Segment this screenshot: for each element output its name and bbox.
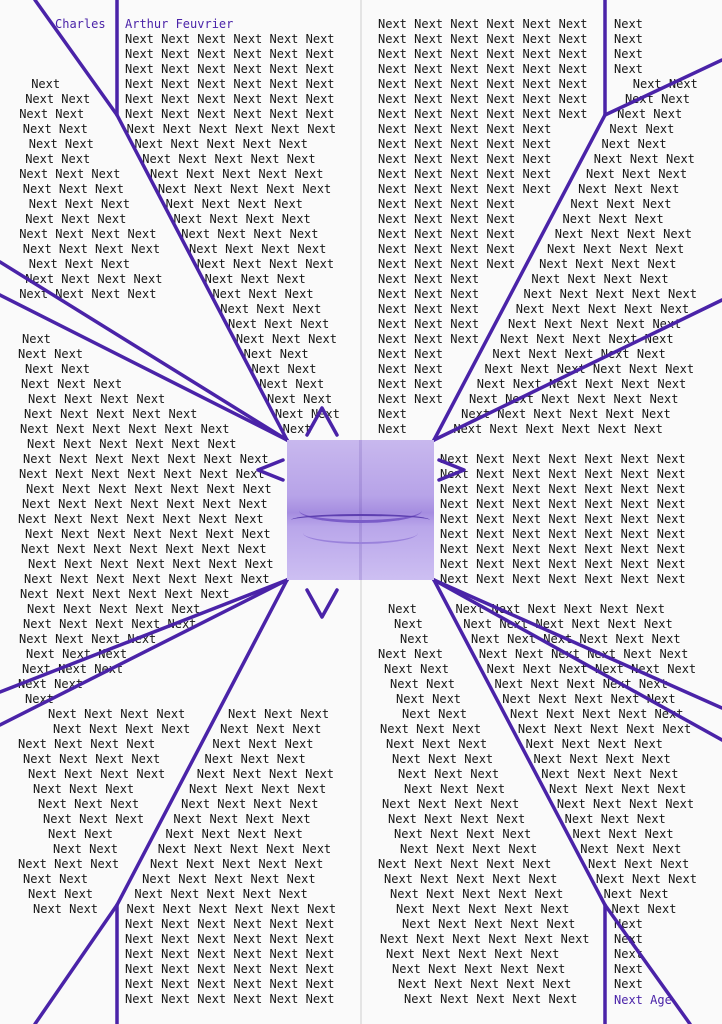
next-text-row: Next Next Next Next xyxy=(173,812,311,826)
next-text-row: Next Next Next Next Next Next Next xyxy=(440,512,686,526)
next-text-row: Next Next xyxy=(53,842,119,856)
next-text-row: Next Next Next Next Next Next xyxy=(378,17,588,31)
next-text-row: Next Next Next Next Next Next Next xyxy=(440,527,686,541)
next-text-row: Next Next Next Next Next Next Next xyxy=(440,542,686,556)
next-text-row: Next Next Next Next Next Next xyxy=(125,32,335,46)
next-text-row: Next Next xyxy=(267,392,333,406)
next-text-row: Next Next Next xyxy=(228,317,330,331)
next-text-row: Next Next Next Next Next Next xyxy=(125,932,335,946)
next-text-row: Next Next Next Next xyxy=(525,737,663,751)
next-text-row: Next Next xyxy=(601,137,667,151)
next-text-row: Next Next Next Next Next Next xyxy=(461,407,671,421)
next-text-row: Next Next Next xyxy=(398,767,500,781)
next-text-row: Next Next Next Next Next Next Next xyxy=(440,452,686,466)
next-text-row: Next Next Next Next Next Next xyxy=(486,662,697,676)
next-text-row: Next Next Next Next Next xyxy=(378,152,552,166)
next-text-row: Next Next xyxy=(390,677,456,691)
next-text-row: Next Next Next Next xyxy=(394,827,532,841)
next-text-row: Next xyxy=(25,692,54,706)
next-text-row: Next Next Next Next Next xyxy=(157,182,332,196)
next-text-row: Next Next Next Next Next Next xyxy=(378,62,588,76)
next-text-row: Next Next Next Next Next Next Next xyxy=(440,557,686,571)
next-text-row: Next Next Next Next Next Next xyxy=(125,92,335,106)
next-text-row: Next Next Next xyxy=(22,182,124,196)
next-text-row: Next Next Next xyxy=(25,212,127,226)
next-text-row: Next Next Next Next xyxy=(556,797,695,811)
next-text-row: Next Next Next xyxy=(204,272,306,286)
next-text-row: Next Next xyxy=(609,122,675,136)
next-text-row: Next Next Next xyxy=(33,782,135,796)
next-text-row: Next Next Next Next xyxy=(531,272,669,286)
next-text-row: Next Next Next xyxy=(43,812,145,826)
next-text-row: Next Next Next Next Next Next xyxy=(125,62,335,76)
next-text-row: Next Next Next Next Next Next xyxy=(463,617,673,631)
next-text-row: Next Next Next Next xyxy=(549,782,687,796)
next-text-row: Next Next xyxy=(33,902,99,916)
next-text-row: Next Next xyxy=(402,707,468,721)
next-text-row: Next Next xyxy=(25,362,91,376)
next-text-row: Next Next Next Next Next Next xyxy=(27,437,237,451)
next-text-row: Next Next Next Next xyxy=(196,767,335,781)
next-text-row: Next Next Next Next Next Next xyxy=(125,992,335,1006)
next-text-row: Next Next Next xyxy=(235,332,337,346)
next-text-row: Next Next xyxy=(28,137,94,151)
next-text-row: Next Next xyxy=(617,107,683,121)
next-text-row: Next xyxy=(388,602,417,616)
next-text-row: Next Next Next Next Next Next xyxy=(20,587,230,601)
next-text-row: Next Next Next xyxy=(595,872,697,886)
next-text-row: Next Next Next Next Next Next xyxy=(378,92,588,106)
next-text-row: Next Next Next xyxy=(564,812,666,826)
next-text-row: Next Next Next Next xyxy=(23,752,161,766)
next-text-row: Next Next Next Next Next Next Next xyxy=(23,452,269,466)
next-text-row: Next Next Next Next xyxy=(382,797,520,811)
next-text-row: Next Next Next Next Next xyxy=(507,317,682,331)
next-text-row: Next Next Next Next Next Next xyxy=(125,947,335,961)
next-text-row: Next Next Next Next xyxy=(165,827,303,841)
next-text-row: Next Next Next Next Next Next xyxy=(378,32,588,46)
next-text-row: Next Next Next xyxy=(588,857,690,871)
next-text-row: Next Next Next Next Next xyxy=(150,167,324,181)
next-text-row: Next Next Next Next xyxy=(378,227,516,241)
next-text-row: Next Next Next Next Next Next xyxy=(125,917,335,931)
next-text-row: Next Next Next Next Next xyxy=(378,167,552,181)
next-text-row: Next Next xyxy=(25,92,91,106)
next-text-row: Next Next Next Next Next xyxy=(27,602,201,616)
next-text-row: Next Next Next Next Next xyxy=(517,722,692,736)
next-text-row: Next Next Next Next Next Next xyxy=(126,902,337,916)
next-text-row: Next Next Next Next xyxy=(28,767,166,781)
next-text-row: Next Next Next xyxy=(580,842,682,856)
next-text-row: Next Next Next Next Next xyxy=(23,617,197,631)
next-text-row: Next Next Next xyxy=(570,197,672,211)
next-text-row: Next Next Next Next Next Next Next xyxy=(21,542,267,556)
next-text-row: Next Next Next Next Next xyxy=(404,992,578,1006)
next-text-row: Next Next Next Next xyxy=(19,287,157,301)
next-text-row: Next xyxy=(614,62,643,76)
next-text-row: Next Next Next Next xyxy=(181,797,319,811)
next-text-row: Next Next Next Next Next Next xyxy=(380,932,590,946)
next-text-row: Next Next Next xyxy=(585,167,688,181)
next-text-row: Next Next Next xyxy=(26,647,128,661)
next-text-row: Next xyxy=(614,947,643,961)
next-text-row: Next Next xyxy=(378,347,444,361)
next-text-row: Next Next Next xyxy=(593,152,695,166)
next-text-row: Next Next Next xyxy=(380,722,482,736)
next-text-row: Next Next xyxy=(243,347,309,361)
next-text-row: Next Next Next Next xyxy=(378,257,516,271)
next-text-row: Next Next Next Next xyxy=(165,197,303,211)
next-text-row: Next Next Next Next Next Next Next xyxy=(24,572,270,586)
next-text-row: Next Next Next Next Next xyxy=(515,302,690,316)
next-text-row: Next Next Next Next xyxy=(18,737,156,751)
next-text-row: Next Next Next Next Next Next xyxy=(378,77,588,91)
next-text-row: Next Next Next Next Next xyxy=(492,347,666,361)
next-text-row: Next Next Next Next xyxy=(541,767,679,781)
next-text-row: Next Next Next Next Next Next xyxy=(378,47,588,61)
next-text-row: Next Next Next xyxy=(386,737,488,751)
next-text-row: Next Next xyxy=(23,872,89,886)
next-text-row: Next Next Next Next Next xyxy=(500,332,674,346)
next-text-row: Next Next Next Next Next Next Next xyxy=(18,512,264,526)
next-text-row: Next Next Next Next Next Next Next xyxy=(440,482,686,496)
next-text-row: Next Next Next xyxy=(578,182,680,196)
next-text-row: Next Next Next Next Next xyxy=(378,857,552,871)
next-text-row: Next Next Next xyxy=(38,797,140,811)
next-text-row: Next Next Next Next xyxy=(181,227,319,241)
next-text-row: Next Next xyxy=(378,362,444,376)
next-text-row: Next Next Next Next Next xyxy=(392,962,566,976)
next-text-row: Next Next Next Next xyxy=(539,257,677,271)
next-text-row: Next Next Next Next Next xyxy=(523,287,697,301)
next-text-row: Next Next Next xyxy=(562,212,664,226)
next-text-row: Next xyxy=(282,422,312,436)
next-text-row: Next xyxy=(614,32,643,46)
next-text-row: Next Next Next Next Next Next xyxy=(378,107,588,121)
next-text-row: Next xyxy=(31,77,61,91)
next-text-row: Next Next xyxy=(48,827,114,841)
next-text-row: Next Next Next xyxy=(22,662,124,676)
next-text-row: Next Next Next Next Next Next xyxy=(476,377,687,391)
next-text-row: Next Next Next xyxy=(378,332,480,346)
next-text-row: Next Next xyxy=(274,407,340,421)
next-text-row: Next Next Next Next xyxy=(173,212,311,226)
next-text-row: Next Next Next Next Next xyxy=(398,977,572,991)
next-text-row: Next Next Next Next xyxy=(22,242,161,256)
next-text-row: Next xyxy=(614,962,643,976)
next-text-row: Next Next xyxy=(18,677,84,691)
next-text-row: Next Next Next Next xyxy=(388,812,526,826)
next-text-row: Next Next Next Next Next Next xyxy=(125,977,335,991)
next-text-row: Next Next Next Next Next Next Next xyxy=(22,497,268,511)
next-text-row: Next Next Next Next xyxy=(25,272,163,286)
next-text-row: Next Next Next Next Next xyxy=(494,677,668,691)
next-text-row: Next Next Next Next Next Next xyxy=(484,362,695,376)
next-text-row: Next Next Next xyxy=(28,257,130,271)
next-text-row: Next Next Next Next Next Next Next xyxy=(440,467,686,481)
next-text-row: Next Next Next xyxy=(19,167,121,181)
next-text-row: Next xyxy=(378,407,407,421)
next-text-row: Next Next Next xyxy=(572,827,674,841)
next-text-row: Next Next Next Next Next Next xyxy=(20,422,230,436)
next-text-row: Next Next Next Next xyxy=(19,632,157,646)
next-text-row: Next Next Next Next Next xyxy=(378,182,552,196)
next-text-row: Next Next Next Next Next xyxy=(378,122,552,136)
next-text-row: Next Next Next xyxy=(18,857,120,871)
next-text-row: Next Next Next Next Next xyxy=(24,407,198,421)
footer-title: Next Age xyxy=(614,993,672,1007)
next-text-row: Next Next xyxy=(28,887,94,901)
next-text-row: Next Next Next Next Next xyxy=(502,692,676,706)
next-text-row: Next Next Next Next Next Next xyxy=(468,392,679,406)
next-text-row: Next Next Next Next Next Next xyxy=(125,77,335,91)
next-text-row: Next Next Next Next xyxy=(48,707,186,721)
next-text-row: Next Next xyxy=(396,692,462,706)
next-text-row: Next Next Next Next Next Next Next xyxy=(25,527,271,541)
next-text-row: Next Next xyxy=(251,362,317,376)
next-text-row: Next Next xyxy=(18,347,84,361)
next-text-row: Next xyxy=(400,632,429,646)
next-text-row: Next Next xyxy=(378,377,444,391)
next-text-row: Next xyxy=(378,422,407,436)
next-text-row: Next Next Next Next xyxy=(188,782,327,796)
next-text-row: Next Next Next Next Next Next xyxy=(126,122,337,136)
next-text-row: Next Next Next xyxy=(28,197,130,211)
next-text-row: Next Next Next Next xyxy=(400,842,538,856)
next-text-row: Next Next Next Next Next xyxy=(134,137,308,151)
next-text-row: Next Next Next Next Next Next xyxy=(455,602,665,616)
next-text-row: Next Next Next Next xyxy=(378,212,516,226)
next-text-row: Next xyxy=(614,917,643,931)
next-text-row: Next Next Next Next Next xyxy=(510,707,684,721)
next-text-row: Next Next Next Next Next Next Next xyxy=(440,572,686,586)
next-text-row: Next Next Next Next Next xyxy=(378,137,552,151)
next-text-row: Next Next Next xyxy=(204,752,306,766)
next-text-row: Next Next Next Next xyxy=(196,257,335,271)
next-text-row: Next Next Next Next Next Next xyxy=(453,422,663,436)
next-text-row: Next Next xyxy=(632,77,698,91)
lower-lip xyxy=(303,522,418,544)
next-text-row: Next Next Next Next xyxy=(189,242,327,256)
next-text-row: Next xyxy=(22,332,51,346)
next-text-row: Next Next Next Next Next xyxy=(396,902,570,916)
next-text-row: Next Next Next xyxy=(220,722,322,736)
next-text-row: Next Next Next Next xyxy=(19,227,157,241)
next-text-row: Next Next Next Next Next xyxy=(142,152,316,166)
next-text-row: Next Next Next xyxy=(212,287,314,301)
next-text-row: Next Next Next Next Next Next xyxy=(125,962,335,976)
next-text-row: Next Next xyxy=(378,647,444,661)
next-text-row: Next Next Next xyxy=(227,707,330,721)
next-text-row: Next Next Next xyxy=(378,302,480,316)
next-text-row: Next Next xyxy=(19,107,85,121)
next-text-row: Next Next Next Next xyxy=(53,722,191,736)
next-text-row: Next Next Next Next Next Next xyxy=(125,47,335,61)
lips-photo xyxy=(287,440,434,580)
next-text-row: Next Next Next xyxy=(404,782,506,796)
next-text-row: Next Next xyxy=(603,887,669,901)
next-text-row: Next xyxy=(614,977,643,991)
next-text-row: Next Next Next Next Next xyxy=(142,872,316,886)
next-text-row: Next Next xyxy=(378,392,444,406)
next-text-row: Next Next Next Next xyxy=(378,242,516,256)
next-text-row: Next Next Next Next Next Next Next xyxy=(26,482,272,496)
next-text-row: Next xyxy=(614,47,643,61)
next-text-row: Next Next Next Next Next Next xyxy=(471,632,681,646)
next-text-row: Next Next xyxy=(25,152,91,166)
next-text-row: Next Next Next xyxy=(378,317,480,331)
next-text-row: Next Next Next Next xyxy=(378,197,516,211)
next-text-row: Next xyxy=(614,932,643,946)
next-text-row: Next Next Next Next Next Next xyxy=(125,107,335,121)
next-text-row: Next Next xyxy=(22,122,88,136)
next-text-row: Next Next Next xyxy=(220,302,322,316)
next-text-row: Next Next Next Next Next xyxy=(149,857,324,871)
next-text-row: Next Next Next Next xyxy=(28,392,166,406)
author-last-name: Arthur Feuvrier xyxy=(125,17,234,31)
next-text-row: Next Next Next xyxy=(21,377,123,391)
next-text-row: Next Next Next xyxy=(212,737,314,751)
next-text-row: Next Next xyxy=(611,902,677,916)
next-text-row: Next Next xyxy=(384,662,450,676)
next-text-row: Next Next Next Next xyxy=(546,242,685,256)
next-text-row: Next Next Next Next Next Next Next xyxy=(28,557,274,571)
next-text-row: Next Next Next Next Next Next xyxy=(478,647,689,661)
next-text-row: Next Next Next Next Next xyxy=(390,887,564,901)
next-text-row: Next Next Next Next Next Next Next xyxy=(19,467,265,481)
next-text-row: Next Next Next Next xyxy=(533,752,671,766)
next-text-row: Next Next Next Next Next xyxy=(386,947,560,961)
next-text-row: Next xyxy=(614,17,643,31)
author-first-name: Charles xyxy=(55,17,106,31)
next-text-row: Next Next xyxy=(259,377,325,391)
next-text-row: Next Next Next Next Next xyxy=(157,842,332,856)
next-text-row: Next Next Next Next Next Next Next xyxy=(440,497,686,511)
next-text-row: Next xyxy=(394,617,423,631)
next-text-row: Next Next Next xyxy=(378,287,480,301)
next-text-row: Next Next Next xyxy=(378,272,480,286)
next-text-row: Next Next xyxy=(624,92,690,106)
next-text-row: Next Next Next Next xyxy=(554,227,693,241)
next-text-row: Next Next Next xyxy=(392,752,494,766)
next-text-row: Next Next Next Next Next xyxy=(384,872,558,886)
next-text-row: Next Next Next Next Next xyxy=(402,917,576,931)
next-text-row: Next Next Next Next Next xyxy=(134,887,308,901)
